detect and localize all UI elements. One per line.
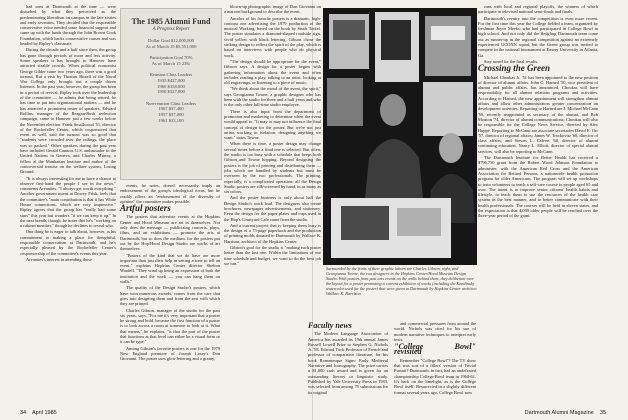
- paragraph: had sons at Dartmouth at the time — were disturbed by what they perceived as the predominating liberalism on campus in the late sixties and early seventies. They decided that the responsible conservative voice needed some financial support and came up with the funds through the John Brown Cook Foundation, which backs conservative causes and was headed by Ripley's classmate.: [20, 4, 116, 47]
- sidebar-line: 1957 $37,000: [158, 111, 184, 117]
- paragraph: Gibson's goal for the studio is "making each poster better than the last one. Within the limitations of our time schedule and budget, we want to do the best job we can.": [224, 245, 321, 266]
- sidebar-line: 1960 $358,000: [157, 83, 185, 89]
- paragraph: "It is always interesting for me to have a chance to observe first-hand the people I see in the news," comments Arvanites. "I always get worth everything." Another government intern at Dowey Frisk, feels that the committee's "main contribution is that it has White House connections, which are very impressive." Ripley agrees that the group has "really had some stars" this year but wonders "if we can keep it up." In the next breath, though, he notes that he's "working on a cabinet member," though he declines to reveal who.: [20, 175, 116, 229]
- paragraph: Dartmouth's reentry into the competition is even more recent. For the first time this year the College fielded a team, organized by freshman Joyce Meeks, who had participated in College Bowl in high school. And not only did the fledgling Dartmouth team come out as runner-up in the regional competition against an extremely experienced UCONN squad, but the Green group was invited to compete in the national tournament at Emory University in Atlanta, Ga.: [478, 15, 598, 58]
- page-number: 34: [20, 410, 27, 416]
- sidebar-line: As of March 15 $5,551,000: [145, 43, 197, 49]
- paragraph: Stay tuned for the final results.: [484, 58, 539, 64]
- alumni-fund-sidebar: [120, 8, 222, 180]
- sidebar-subtitle: A Progress Report: [152, 27, 190, 32]
- left-column-3: [224, 4, 321, 266]
- sidebar-line: 1967 $37,400: [158, 106, 184, 112]
- right-page-folio: [525, 410, 606, 416]
- paragraph: And a current project that is keeping them busy is the design of a 75-page paperback and the production of printing molds donated to Dartmouth by Wallace K. Harrison, architect of the Hopkins Center.: [224, 222, 321, 244]
- sidebar-line: Dollar Goal $12,000,000: [148, 38, 194, 43]
- sidebar-group-nonreunion-leaders: [121, 101, 221, 123]
- section-heading-faculty-news: Faculty news: [308, 321, 352, 330]
- paragraph: And the poster business is only about half the Design Studio's work load. The designers also create brochures, newspaper advertisements, and stationery. Even the design for the paper plates and cups used in the Hop's Courtyard Cafe came from the studio.: [224, 195, 321, 222]
- sidebar-group-dollar-goal: [121, 38, 221, 49]
- paragraph: blown-up photographic image of Don Giovanni on a maroon background to describe the event.: [224, 4, 321, 15]
- paragraph: The Modern Language Association of America has awarded its 19th annual James Russell Lowell Prize to Stephen G. Nichols Jr. '58, Edward Tuck Professor of French and professor of comparative literature, for his book Romanesque Signs: Early Medieval Narrative and Iconography. The prize carries a $1,000 cash award and is given for an outstanding literary or linguistic study. Published by Yale University Press in 1983, was selected from among 79 submissions for its original: [308, 331, 388, 395]
- sidebar-line: Participation Goal 70%: [149, 55, 193, 61]
- paragraph: The quality of the Design Studio's posters, which have won numerous awards, comes from the care that goes into designing them and from the zest with which they are printed.: [120, 285, 220, 307]
- section-heading-crossing-the-green: Crossing the Green: [478, 63, 551, 74]
- sidebar-line: As of March 15 23%: [151, 60, 191, 66]
- paragraph: During the decade and a half since then, the group has gone through periods of more and less activity. Some speakers it has brought to Hanover have attracted sizable crowds. When political economist George Gilder came two years ago, there was a good turnout. But a visit by Thomas Ritzell of the Naval War College only brought out a couple dozen listeners. In the past year, however, the group has been in a period of revival. Ripley took over the leadership of the committee — he admits that being retired, he has time to put into organizational matters — and he has attracted a prominent roster of speakers. Edward Rollins, manager of the Reagan-Bush reelection campaign, came to Hanover just a few weeks before the November election. Frank Smallwood '51, director of the Rockefeller Center, which cosponsored that event as well, said the turnout was so good that "students were crowded over the railings, the place was so packed." Other speakers during the past year have included Gerald Cannon, U.S. ambassador to the United Nations in Geneva, and Charles Murray, a fellow at the Manhattan Institute and author of the controversial treatise on the welfare system, Losing Ground.: [20, 47, 116, 175]
- sidebar-line: Non-reunion Class Leaders: [145, 100, 197, 106]
- paragraph: and commercial pressures from around the world. Nichols was cited for his use of modern narrative techniques to interpret early texts.: [394, 321, 476, 342]
- paragraph: There is also input from the department of promotion and marketing to determine when the event would appeal to. "It may or may not influence the final concept of design for the poster. But we're not just artists working in isolation, designing anything we want," notes Towne.: [224, 108, 321, 141]
- photo-illustration: [323, 8, 477, 265]
- right-column-faculty: [308, 321, 388, 403]
- paragraph: Among Gibson's favorite posters is one for the 1979 New England premiere of Joseph Losey's Don Giovanni. The poster uses glow lettering and a grainy,: [120, 345, 220, 362]
- paragraph: events, he notes, doesn't necessarily imply an endorsement of the group's ideological focus, but he readily offers an "endorsement of the diversity of opinion" the committee makes possible.: [120, 183, 220, 204]
- sidebar-line: 1961 $33,100: [158, 117, 184, 123]
- paragraph: Charles Gibson, manager of the studio for the past six years, says, "For me it's very important that a poster be strong and bold, because the first function of a poster is to look across a room at someone to look at it. What that means," he explains, "is that the part of the poster that functions at that level can either be a visual form or it can be type.": [120, 307, 220, 345]
- right-column-college-bowl: [394, 321, 476, 403]
- sidebar-line: 1950 $327,000: [157, 89, 185, 95]
- photo-caption: Surrounded by the fruits of their graphic labors are Charles Gibson, right, and Georgianna Towne, the two designers in the Hopkins Center/Hood Museum Design Studio. With posters from past arts events on the walls behind them, they deliberate over the layout for a poster promoting a current exhibition of works (including the Kandinsky watercolor used for the poster) that were given to Dartmouth by Hopkins Center architect Wallace K. Harrison.: [326, 266, 477, 297]
- right-column-main: [478, 4, 598, 404]
- left-page-folio: [20, 410, 57, 416]
- left-column-2: [120, 183, 220, 403]
- paragraph: The Dartmouth Institute for Better Health has received a $796,750 grant from the Robert Wood Johnson Foundation to administer, with the American Red Cross and the American Association for Retired Persons, a nationwide health promotion program for older Americans. The program will set up workshops to train volunteers to teach a self-care course to people aged 65 and over. The intent is to improve senior citizens' health habits and lifestyle, to teach them to use the resources of the health care system in the best manner, and to better communicate with their health professionals. The courses will be held in eleven states, and the expectation is that 4,000 older people will be reached over the three-year period of the grant.: [478, 155, 598, 219]
- paragraph: "Posters of the kind that we do have are more important than just their help in setting a tone to tell an event," explains Hopkins Center director Shelton Wardell. "They wind up being an expression of both the institution and the work — you can hang them on walls.": [120, 252, 220, 285]
- paragraph: Remember "College Bowl"? The TV show that was sort of a fillers' version of Trivial Pursuit? Dartmouth, in fact, had an undefeated championship College Bowl team in 1960-61. It's back on the limelight, as is the College Bowl itself. Resurrected in a slightly different format several years ago, College Bowl now: [394, 357, 476, 395]
- paragraph: Michael Choukas Jr. '51 has been appointed to the new position of director of alumni affairs. John C. Harned '50, vice president of alumni and public affairs, has announced. Choukas will have responsibility for all alumni relations programs and activities. According to Harned, the new appointment will strengthen alumni affairs and allow other administrators greater concentration on development activities. Reporting to Harned are J. Michael McCann '50, recently reappointed as secretary of the alumni, and Bob Mouton '74, director of alumni communications; Choukas will also be responsible for the College News Service, directed by Alex Huppé. Reporting to McCann are associate secretaries David E. Orr '57, director of regional affairs; James W. Trockovitz '68, director of class affairs; and Steven L. Calvert '68, director of alumni continuing education. Nancy L. Elliott, director of special alumni services, will also be reporting to McCann.: [478, 74, 598, 154]
- paragraph: "The design should be appropriate for the event," Gibson says. A design for a poster begins with gathering information about the event and often includes reading a play, talking to an artist, looking at old engravings, or listening to a piece of music.: [224, 58, 321, 86]
- paragraph: Arvanites's interest in attending those: [26, 256, 92, 262]
- paragraph: When there is time, a poster design may change several times before a final one is selected. But often, the studio is too busy with a schedule that keeps both Gibson and Towne hopping. Beyond designing the posters is the job of printing and distributing them — jobs which are handled by students but must be overseen by the two professionals. The printing, especially, is a complicated operation; all the Design Studio posters are silk-screened by hand, in as many as six colors.: [224, 141, 321, 195]
- paragraph: Another of his favorite posters is a dramatic, high-contrast one advertising the 1979 production of the musical Working, based on the book by Studs Terkel. The poster simulates a diamond-shaped roadside sign, vivid yellow with black lettering. Gibson chose the striking design to reflect the spirit of the play, which is based on interviews with people who do physical work.: [224, 15, 321, 58]
- magazine-title: Dartmouth Alumni Magazine: [524, 410, 594, 416]
- paragraph: runs with local and regional playoffs, the winners of which participate in televised national semi-finals and finals.: [478, 4, 598, 15]
- sidebar-line: Reunion Class Leaders: [149, 72, 193, 78]
- design-studio-photo: [323, 8, 477, 265]
- section-heading-artful-posters: Artful posters: [120, 203, 171, 214]
- paragraph: "We think about the mood of the event, the spirit," says Georgianna Towne, a graphic designer who has been with the studio for three and a half years and who is the only other full-time studio employee.: [224, 86, 321, 108]
- page-number: 35: [599, 410, 606, 416]
- issue-date: April 1985: [31, 410, 57, 416]
- paragraph: The posters that advertise events at the Hopkins Center and Hood Museum are art in themselves. Not only does the message — publicizing concerts, plays, films, and art exhibitions — promote the arts at Dartmouth, but so does the medium, for the posters put out by the Hop/Hood Design Studio are works of art themselves.: [120, 214, 220, 252]
- sidebar-line: 1935 $427,000: [157, 77, 185, 83]
- sidebar-group-reunion-leaders: [121, 72, 221, 94]
- section-heading-college-bowl: "College Bowl" revisited: [394, 342, 476, 357]
- left-column-1: [20, 4, 116, 404]
- sidebar-group-participation: [121, 55, 221, 66]
- sidebar-title: The 1985 Alumni Fund: [131, 17, 211, 26]
- paragraph: One thing he is eager to talk about, however, is his commitment to making a place for thoughtful, responsible conservatism at Dartmouth, and he's especially pleased by the Rockefeller Center's cosponsorship of the committee's events this year.: [20, 229, 116, 256]
